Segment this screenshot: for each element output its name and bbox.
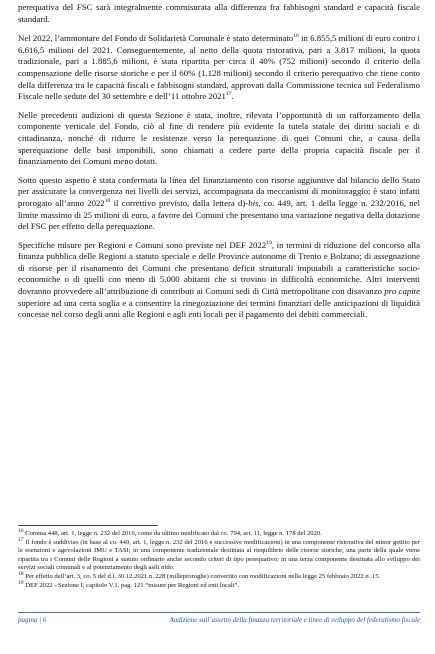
footnote-separator	[18, 525, 158, 526]
page-footer	[18, 612, 420, 629]
paragraph-continuation: perequativa del FSC sarà integralmente commisurata alla differenza fra fabbisogni standard e capacità fiscale standard.	[18, 2, 420, 24]
page-number: 6	[42, 616, 47, 624]
footnote-17: $^{17}$ Il fondo è suddiviso (in base al co. 449, art. 1, legge n. 232 del 2016 e successive modificazioni) in una componente ristorativa del minor gettito per le esenzioni e agevolazioni IMU e TASI; in una componente tradizionale destinata al riequilibrio delle risorse storiche, una parte della quale viene ripartita tra i Comuni delle Regioni a statuto ordinario anche secondo criteri di tipo perequativo; in una terza componente destinata allo sviluppo dei servizi sociali comunali e al potenziamento degli asili nido.	[18, 537, 420, 571]
running-title: Audizione sull’assetto della finanza territoriale e linee di sviluppo del federalismo fiscale	[169, 616, 420, 624]
footnote-ref-19[interactable]: 19	[266, 239, 272, 246]
paragraph-def-2022: Specifiche misure per Regioni e Comuni sono previste nel DEF 2022$^{19}$, in termini di riduzione del concorso alla finanza pubblica delle Regioni a statuto speciale e delle Province autonome di Trento e Bolzano; di assegnazione di risorse per il risanamento dei Comuni che presentano deficit strutturali imputabili a caratteristiche socio-economiche o di quelli con meno di 5.000 abitanti che si trovino in difficoltà economiche. Altri interventi dovranno provvedere all’attribuzione di contributi ai Comuni sedi di Città metropolitane con disavanzo pro capite superiore ad una certa soglia e a consentire la rinegoziazione dei termini finanziari delle anticipazioni di liquidità concesse nel corso degli anni alle Regioni e agli enti locali per il pagamento dei debiti commerciali.	[18, 239, 420, 320]
footnote-ref-18[interactable]: 18	[104, 198, 111, 204]
page-number-label: pagina | 6	[18, 616, 47, 624]
paragraph-audizioni: Nelle precedenti audizioni di questa Sezione è stata, inoltre, rilevata l’opportunità di un rafforzamento della componente verticale del Fondo, ciò al fine di rendere più evidente la tutela statale dei diritti sociali e di cittadinanza, nonché di ridurre le resistenze verso la perequazione di quei Comuni che, a causa della sperequazione delle basi imponibili, sono chiamati a cedere parte della propria capacità fiscale per il finanziamento dei Comuni meno dotati.	[18, 109, 420, 167]
footnote-19: $^{19}$ DEF 2022 - Sezione I, capitolo V.1, pag. 121 “misure per Regioni ed enti locali”.	[18, 580, 240, 590]
footnote-18: $^{18}$ Per effetto dell’art. 3, co. 5 del d.l. 30.12.2021 n. 228 (milleproroghe) convertito con modificazioni nella legge 25 febbraio 2022 n. 15.	[18, 570, 381, 581]
paragraph-fondo-2022: Nel 2022, l’ammontare del Fondo di Solidarietà Comunale è stato determinato$^{16}$ in 6.855,5 milioni di euro contro i 6.616,5 milioni del 2021. Conseguentemente, al netto della quota ristorativa, pari a 3.817 milioni, la quota tradizionale, pari a 1.885,6 milioni, è stata ripartita per circa il 40% (752 milioni) secondo il criterio della compensazione delle risorse storiche e per il 60% (1.128 milioni) secondo il criterio perequativo che tiene conto della differenza tra le capacità fiscali e fabbisogni standard, approvati dalla Commissione tecnica sul Federalismo Fiscale nelle sedute del 30 settembre e dell’11 ottobre 2021$^{17}$.	[18, 33, 420, 102]
footnote-16: $^{16}$ Comma 448, art. 1, legge n. 232 del 2016, come da ultimo modificato dal co. 794, art. 11, legge n. 178 del 2020.	[18, 527, 322, 537]
footnote-ref-17[interactable]: 17	[225, 91, 232, 98]
body-text	[18, 2, 420, 328]
footnote-ref-16[interactable]: 16	[293, 33, 299, 40]
paragraph-finanziamento: Sotto questo aspetto è stata confermata la linea del finanziamento con risorse aggiuntive dal bilancio dello Stato per assicurare la convergenza nei livelli dei servizi, accompagnata da meccanismi di monitoraggio; è stato infatti prorogato all’anno 2022$^{18}$ il correttivo previsto, dalla lettera d)-bis, co. 449, art. 1 della legge n. 232/2016, nel limite massimo di 25 milioni di euro, a favore dei Comuni che presentano una variazione negativa della dotazione del FSC per effetto della perequazione.	[18, 174, 420, 232]
footnotes	[18, 527, 420, 591]
